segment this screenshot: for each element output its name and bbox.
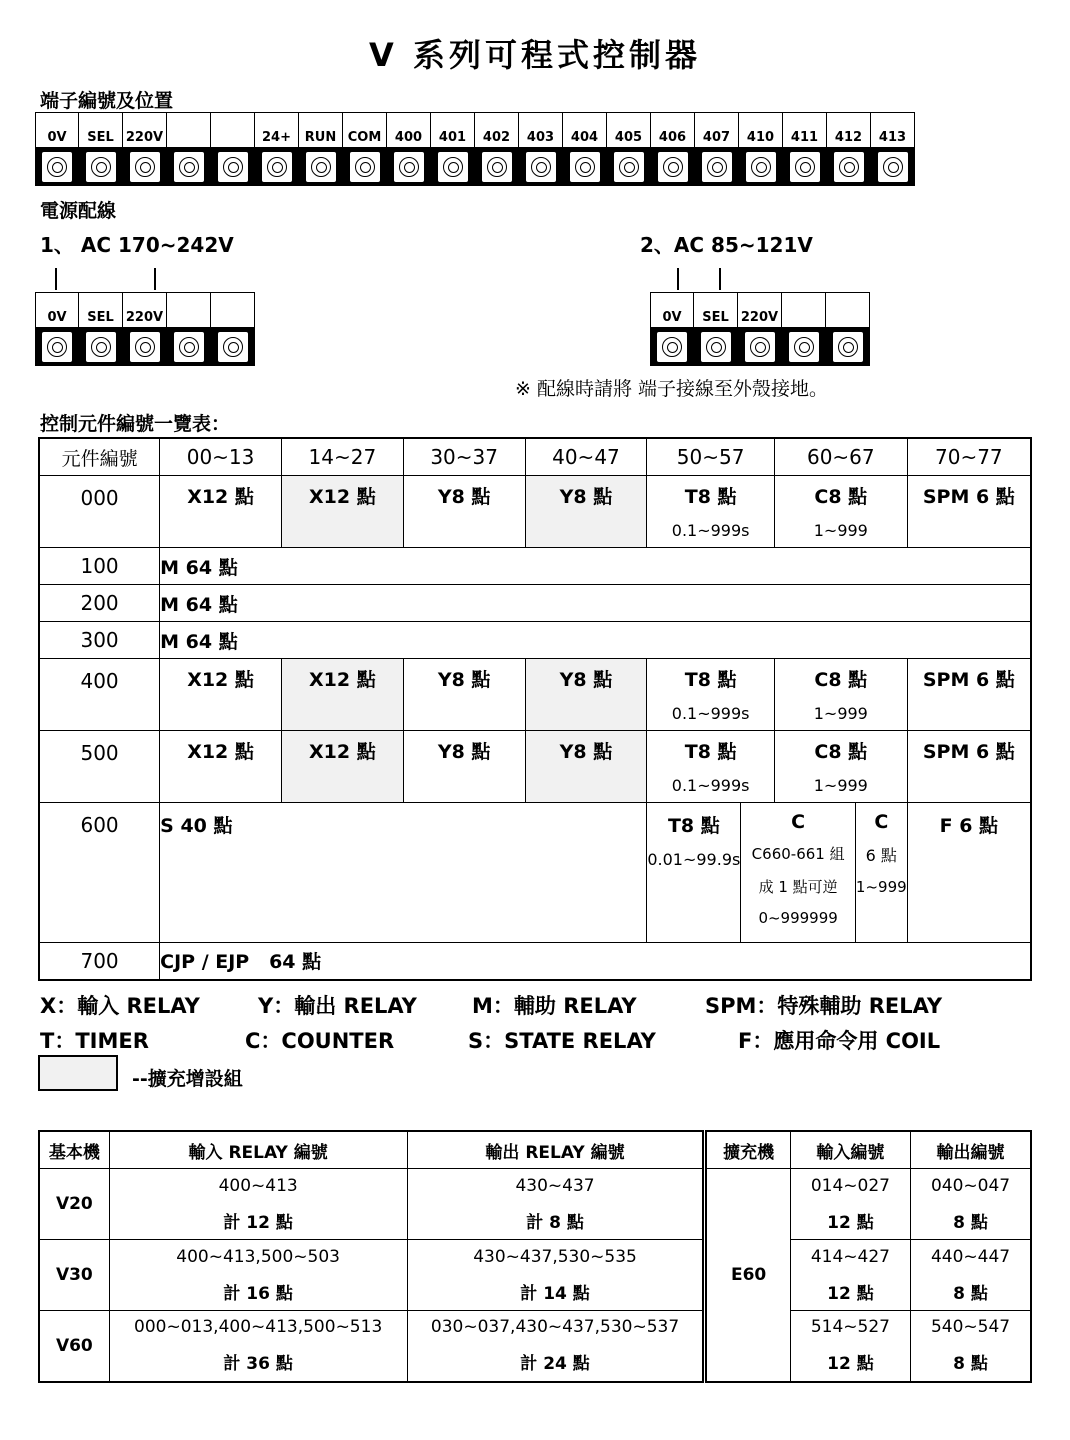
terminal <box>826 292 870 366</box>
screw-terminal-icon <box>431 148 475 186</box>
header-cell: 元件編號 <box>39 438 160 476</box>
screw-terminal-icon <box>783 148 827 186</box>
input-count: 計 12 點 <box>223 1212 293 1233</box>
exp-input-count: 12 點 <box>827 1283 874 1304</box>
legend-s: S：STATE RELAY <box>468 1029 656 1053</box>
table-cell: T8 點 <box>684 486 737 508</box>
terminal <box>650 292 694 366</box>
row-code: 600 <box>39 803 160 943</box>
table-cell-sub: 1~999 <box>813 704 868 723</box>
legend-expansion: --擴充增設組 <box>132 1068 243 1090</box>
model-cell: V20 <box>39 1169 109 1240</box>
header-cell: 輸入編號 <box>790 1131 910 1169</box>
table-cell: X12 點 <box>308 486 376 508</box>
terminal <box>35 112 79 186</box>
screw-terminal-icon <box>123 328 167 366</box>
table-cell: SPM 6 點 <box>922 486 1015 508</box>
wire-line <box>677 268 679 290</box>
screw-terminal-icon <box>695 148 739 186</box>
table-header-row <box>39 1131 1031 1169</box>
terminal-label: COM <box>343 112 387 148</box>
terminal-label <box>782 292 826 328</box>
screw-terminal-icon <box>519 148 563 186</box>
input-range: 000~013,400~413,500~513 <box>134 1317 383 1338</box>
terminal-label: 0V <box>35 292 79 328</box>
terminal <box>123 112 167 186</box>
table-cell: X12 點 <box>187 741 254 763</box>
terminal <box>738 292 782 366</box>
wire-line <box>719 268 721 290</box>
terminal <box>694 292 738 366</box>
terminal-label: 0V <box>35 112 79 148</box>
table-cell-sub: 1~999 <box>855 878 907 896</box>
exp-input-range: 014~027 <box>810 1175 890 1196</box>
terminal-label: 400 <box>387 112 431 148</box>
component-table <box>38 437 1032 981</box>
terminal-label: 406 <box>651 112 695 148</box>
terminal <box>782 292 826 366</box>
table-row <box>39 622 1031 659</box>
terminal-label: 24+ <box>255 112 299 148</box>
terminal <box>607 112 651 186</box>
output-count: 計 8 點 <box>526 1212 584 1233</box>
table-header-row <box>39 438 1031 476</box>
table-cell: Y8 點 <box>559 486 613 508</box>
row-code: 300 <box>39 622 160 659</box>
table-cell: C8 點 <box>814 669 868 691</box>
table-row <box>39 731 1031 803</box>
table-cell: S 40 點 <box>160 803 647 943</box>
table-cell: F 6 點 <box>907 803 1031 943</box>
screw-terminal-icon <box>650 328 694 366</box>
input-range: 400~413 <box>218 1175 298 1196</box>
header-cell: 30~37 <box>403 438 525 476</box>
terminal <box>739 112 783 186</box>
exp-output-range: 540~547 <box>930 1317 1011 1338</box>
screw-terminal-icon <box>35 328 79 366</box>
power-option-1: 1、 AC 170~242V <box>40 233 234 257</box>
legend-t: T：TIMER <box>40 1029 149 1053</box>
power-strip-1 <box>35 292 255 366</box>
table-cell: Y8 點 <box>437 486 491 508</box>
power-strip-2 <box>650 292 870 366</box>
terminal-label: 407 <box>695 112 739 148</box>
terminal-label: 220V <box>123 112 167 148</box>
screw-terminal-icon <box>79 148 123 186</box>
terminal-label <box>826 292 870 328</box>
legend-y: Y：輸出 RELAY <box>258 994 417 1018</box>
terminal <box>123 292 167 366</box>
row-code: 700 <box>39 943 160 980</box>
row-code: 100 <box>39 548 160 585</box>
legend-spm: SPM：特殊輔助 RELAY <box>705 994 943 1018</box>
terminal <box>695 112 739 186</box>
screw-terminal-icon <box>871 148 915 186</box>
terminal-label: 220V <box>123 292 167 328</box>
terminal-label <box>167 112 211 148</box>
table-cell: M 64 點 <box>160 585 1031 622</box>
table-cell: Y8 點 <box>559 741 613 763</box>
table-cell: X12 點 <box>308 669 376 691</box>
header-cell: 40~47 <box>525 438 647 476</box>
screw-terminal-icon <box>738 328 782 366</box>
terminal <box>563 112 607 186</box>
exp-input-count: 12 點 <box>827 1212 874 1233</box>
table-row <box>39 1311 1031 1382</box>
table-cell: T8 點 <box>684 741 737 763</box>
expansion-model: E60 <box>705 1169 790 1382</box>
terminal-label: 403 <box>519 112 563 148</box>
terminal-label: 413 <box>871 112 915 148</box>
row-code: 000 <box>39 476 160 548</box>
wiring-note: ※ 配線時請將 端子接線至外殼接地。 <box>515 378 828 400</box>
table-row <box>39 476 1031 548</box>
model-cell: V60 <box>39 1311 109 1382</box>
table-row <box>39 548 1031 585</box>
table-row <box>39 803 1031 943</box>
screw-terminal-icon <box>123 148 167 186</box>
terminal-label: 0V <box>650 292 694 328</box>
exp-output-range: 440~447 <box>930 1246 1011 1267</box>
terminal <box>35 292 79 366</box>
wire-line <box>154 268 156 290</box>
table-cell-sub: 0.1~999s <box>671 776 750 795</box>
table-cell-sub: 成 1 點可逆 <box>758 878 838 896</box>
table-cell: Y8 點 <box>437 741 491 763</box>
table-cell: C <box>874 811 889 833</box>
input-range: 400~413,500~503 <box>176 1246 340 1267</box>
table-cell: C <box>791 811 806 833</box>
terminal-label: 220V <box>738 292 782 328</box>
terminal-label: 404 <box>563 112 607 148</box>
wire-line <box>55 268 57 290</box>
header-cell: 輸出編號 <box>911 1131 1031 1169</box>
screw-terminal-icon <box>343 148 387 186</box>
screw-terminal-icon <box>35 148 79 186</box>
output-count: 計 24 點 <box>520 1354 590 1375</box>
table-cell: C8 點 <box>814 741 868 763</box>
expansion-swatch <box>38 1055 118 1091</box>
exp-input-range: 514~527 <box>810 1317 890 1338</box>
screw-terminal-icon <box>167 148 211 186</box>
screw-terminal-icon <box>299 148 343 186</box>
output-count: 計 14 點 <box>520 1283 590 1304</box>
row-code: 500 <box>39 731 160 803</box>
table-cell-sub: 1~999 <box>813 776 868 795</box>
table-cell: Y8 點 <box>437 669 491 691</box>
terminal-label <box>211 292 255 328</box>
terminal <box>79 112 123 186</box>
table-row <box>39 585 1031 622</box>
terminal <box>827 112 871 186</box>
table-cell: M 64 點 <box>160 622 1031 659</box>
table-cell: Y8 點 <box>559 669 613 691</box>
table-cell-sub: 0.01~99.9s <box>647 850 741 869</box>
screw-terminal-icon <box>607 148 651 186</box>
terminal <box>783 112 827 186</box>
exp-input-range: 414~427 <box>810 1246 890 1267</box>
table-row <box>39 1169 1031 1240</box>
table-cell-sub: 1~999 <box>813 521 868 540</box>
input-count: 計 16 點 <box>223 1283 293 1304</box>
screw-terminal-icon <box>826 328 870 366</box>
legend-m: M：輔助 RELAY <box>472 994 637 1018</box>
screw-terminal-icon <box>211 148 255 186</box>
table-cell-sub: 6 點 <box>865 846 897 865</box>
base-model-table <box>38 1130 1032 1383</box>
terminal-label: RUN <box>299 112 343 148</box>
screw-terminal-icon <box>739 148 783 186</box>
terminal <box>299 112 343 186</box>
terminal <box>519 112 563 186</box>
row-code: 400 <box>39 659 160 731</box>
table-cell: T8 點 <box>684 669 737 691</box>
exp-output-count: 8 點 <box>953 1283 988 1304</box>
table-row <box>39 943 1031 980</box>
table-cell: CJP / EJP 64 點 <box>160 943 1031 980</box>
terminal <box>431 112 475 186</box>
table-row <box>39 659 1031 731</box>
terminal <box>343 112 387 186</box>
legend-c: C：COUNTER <box>245 1029 395 1053</box>
terminal <box>79 292 123 366</box>
screw-terminal-icon <box>387 148 431 186</box>
terminal <box>871 112 915 186</box>
legend-f: F：應用命令用 COIL <box>738 1029 941 1053</box>
header-cell: 輸出 RELAY 編號 <box>407 1131 705 1169</box>
exp-output-range: 040~047 <box>930 1175 1011 1196</box>
header-cell: 00~13 <box>160 438 282 476</box>
table-cell: X12 點 <box>308 741 376 763</box>
terminal-label: 410 <box>739 112 783 148</box>
exp-input-count: 12 點 <box>827 1354 874 1375</box>
exp-output-count: 8 點 <box>953 1354 988 1375</box>
terminal <box>387 112 431 186</box>
page-title: V 系列可程式控制器 <box>369 36 701 74</box>
legend-x: X：輸入 RELAY <box>40 994 200 1018</box>
screw-terminal-icon <box>782 328 826 366</box>
screw-terminal-icon <box>827 148 871 186</box>
screw-terminal-icon <box>211 328 255 366</box>
terminal <box>211 292 255 366</box>
terminal-label: SEL <box>79 112 123 148</box>
power-heading: 電源配線 <box>40 200 117 222</box>
output-range: 430~437 <box>515 1175 595 1196</box>
screw-terminal-icon <box>167 328 211 366</box>
output-range: 030~037,430~437,530~537 <box>430 1317 680 1338</box>
terminal-label <box>211 112 255 148</box>
header-cell: 基本機 <box>39 1131 109 1169</box>
power-option-2: 2、AC 85~121V <box>640 233 813 257</box>
terminal-label: 411 <box>783 112 827 148</box>
terminal <box>255 112 299 186</box>
screw-terminal-icon <box>475 148 519 186</box>
terminal-strip <box>35 112 915 186</box>
screw-terminal-icon <box>255 148 299 186</box>
screw-terminal-icon <box>651 148 695 186</box>
terminal <box>211 112 255 186</box>
terminal-label: 402 <box>475 112 519 148</box>
table-cell-sub: 0.1~999s <box>671 704 750 723</box>
header-cell: 50~57 <box>647 438 775 476</box>
terminal-label: SEL <box>79 292 123 328</box>
terminal <box>475 112 519 186</box>
terminal-label: 405 <box>607 112 651 148</box>
exp-output-count: 8 點 <box>953 1212 988 1233</box>
table-cell: X12 點 <box>187 669 254 691</box>
terminal-heading: 端子編號及位置 <box>40 90 174 112</box>
terminal <box>167 292 211 366</box>
terminal-label <box>167 292 211 328</box>
terminal <box>167 112 211 186</box>
row-code: 200 <box>39 585 160 622</box>
header-cell: 60~67 <box>774 438 907 476</box>
model-cell: V30 <box>39 1240 109 1311</box>
header-cell: 70~77 <box>907 438 1031 476</box>
table-cell: T8 點 <box>667 815 720 837</box>
table-row <box>39 1240 1031 1311</box>
table-cell: M 64 點 <box>160 548 1031 585</box>
input-count: 計 36 點 <box>223 1354 293 1375</box>
table-cell: X12 點 <box>187 486 254 508</box>
screw-terminal-icon <box>694 328 738 366</box>
terminal-label: SEL <box>694 292 738 328</box>
terminal-label: 412 <box>827 112 871 148</box>
screw-terminal-icon <box>563 148 607 186</box>
terminal-label: 401 <box>431 112 475 148</box>
table-cell-sub: C660-661 組 <box>751 845 845 863</box>
table-cell: C8 點 <box>814 486 868 508</box>
table-cell: SPM 6 點 <box>922 741 1015 763</box>
header-cell: 擴充機 <box>705 1131 790 1169</box>
header-cell: 輸入 RELAY 編號 <box>109 1131 407 1169</box>
screw-terminal-icon <box>79 328 123 366</box>
table-cell-sub: 0.1~999s <box>671 521 750 540</box>
output-range: 430~437,530~535 <box>473 1246 637 1267</box>
table-cell: SPM 6 點 <box>922 669 1015 691</box>
terminal <box>651 112 695 186</box>
header-cell: 14~27 <box>281 438 403 476</box>
table-cell-sub: 0~999999 <box>758 909 838 927</box>
component-heading: 控制元件編號一覽表： <box>40 413 231 435</box>
